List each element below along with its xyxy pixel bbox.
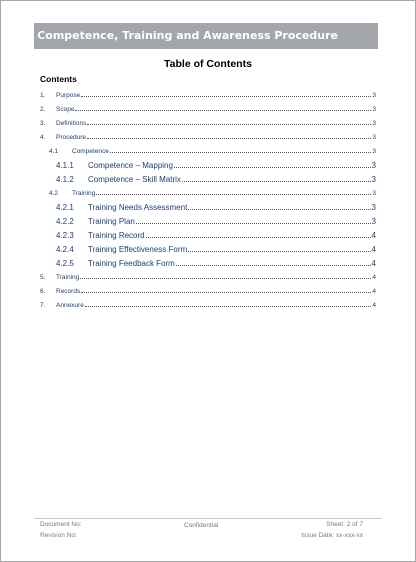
toc-entry-training[interactable] [1, 274, 415, 281]
toc-entry-number: 7. [40, 302, 46, 309]
footer-document-no: Document No: [40, 521, 82, 528]
dot-leader [110, 152, 372, 153]
dot-leader [176, 265, 371, 266]
dot-leader [188, 251, 370, 252]
toc-entry-title: Competence [72, 148, 109, 155]
toc-entry-competence-mapping[interactable] [1, 161, 415, 170]
toc-entry-training-section[interactable] [1, 190, 415, 197]
footer-classification: Confidential [184, 522, 219, 529]
toc-entry-page: 4 [372, 288, 376, 295]
toc-entry-title: Training [56, 274, 80, 281]
toc-entry-training-plan[interactable] [1, 217, 415, 226]
toc-entry-procedure[interactable] [1, 134, 415, 141]
toc-entry-page: 4 [372, 274, 376, 281]
toc-entry-training-feedback-form[interactable] [1, 259, 415, 268]
toc-title: Table of Contents [164, 58, 252, 70]
toc-entry-competence-skill-matrix[interactable] [1, 175, 415, 184]
toc-entry-page: 3 [371, 175, 376, 184]
toc-entry-number: 4.2.1 [56, 203, 74, 212]
toc-entry-competence[interactable] [1, 148, 415, 155]
toc-entry-number: 4.2.5 [56, 259, 74, 268]
toc-entry-annexure[interactable] [1, 302, 415, 309]
toc-entry-number: 1. [40, 92, 46, 99]
toc-entry-records[interactable] [1, 288, 415, 295]
toc-entry-title: Scope [56, 106, 75, 113]
toc-entry-title: Annexure [56, 302, 84, 309]
toc-entry-title: Competence – Skill Matrix [88, 175, 181, 184]
toc-entry-training-effectiveness-form[interactable] [1, 245, 415, 254]
contents-heading: Contents [40, 74, 77, 84]
toc-entry-page: 4 [371, 231, 376, 240]
dot-leader [188, 209, 370, 210]
toc-entry-page: 4 [371, 245, 376, 254]
dot-leader [146, 237, 371, 238]
dot-leader [80, 278, 371, 279]
footer-sheet: Sheet: 2 of 7 [326, 521, 363, 528]
toc-entry-page: 3 [371, 161, 376, 170]
footer-revision-no: Revision No: [40, 532, 77, 539]
dot-leader [81, 292, 371, 293]
toc-entry-scope[interactable] [1, 106, 415, 113]
dot-leader [75, 110, 371, 111]
toc-entry-page: 4 [372, 302, 376, 309]
toc-entry-number: 4.2.4 [56, 245, 74, 254]
toc-entry-title: Training Effectiveness Form [88, 245, 188, 254]
toc-entry-number: 4.1.2 [56, 175, 74, 184]
dot-leader [85, 306, 372, 307]
toc-entry-number: 2. [40, 106, 46, 113]
toc-entry-page: 3 [372, 134, 376, 141]
toc-entry-number: 4.2.2 [56, 217, 74, 226]
toc-entry-title: Definitions [56, 120, 87, 127]
dot-leader [81, 96, 371, 97]
dot-leader [96, 194, 371, 195]
toc-entry-number: 4.2.3 [56, 231, 74, 240]
toc-entry-number: 4. [40, 134, 46, 141]
toc-entry-purpose[interactable] [1, 92, 415, 99]
toc-entry-number: 4.1.1 [56, 161, 74, 170]
toc-entry-number: 4.1 [49, 148, 59, 155]
toc-entry-page: 4 [371, 259, 376, 268]
document-title-banner: Competence, Training and Awareness Procedure [34, 23, 378, 49]
toc-entry-definitions[interactable] [1, 120, 415, 127]
toc-entry-page: 3 [371, 217, 376, 226]
toc-entry-number: 6. [40, 288, 46, 295]
toc-entry-training-record[interactable] [1, 231, 415, 240]
toc-entry-title: Competence – Mapping [88, 161, 173, 170]
toc-entry-title: Training Record [88, 231, 145, 240]
toc-entry-training-needs-assessment[interactable] [1, 203, 415, 212]
toc-entry-title: Training [72, 190, 96, 197]
toc-entry-page: 3 [372, 120, 376, 127]
footer-issue-date: Issue Date: xx-xxx-xx [301, 532, 363, 539]
toc-entry-number: 4.2 [49, 190, 59, 197]
toc-entry-title: Training Plan [88, 217, 135, 226]
dot-leader [174, 167, 371, 168]
toc-entry-title: Procedure [56, 134, 86, 141]
toc-entry-title: Purpose [56, 92, 81, 99]
dot-leader [87, 138, 371, 139]
toc-entry-title: Records [56, 288, 81, 295]
toc-entry-page: 3 [372, 106, 376, 113]
toc-entry-number: 5. [40, 274, 46, 281]
toc-entry-page: 3 [372, 148, 376, 155]
toc-entry-page: 3 [372, 92, 376, 99]
dot-leader [87, 124, 371, 125]
toc-entry-page: 3 [372, 190, 376, 197]
toc-entry-number: 3. [40, 120, 46, 127]
toc-entry-title: Training Needs Assessment [88, 203, 188, 212]
dot-leader [136, 223, 371, 224]
footer-divider [34, 518, 382, 519]
dot-leader [182, 181, 371, 182]
toc-entry-page: 3 [371, 203, 376, 212]
toc-entry-title: Training Feedback Form [88, 259, 175, 268]
